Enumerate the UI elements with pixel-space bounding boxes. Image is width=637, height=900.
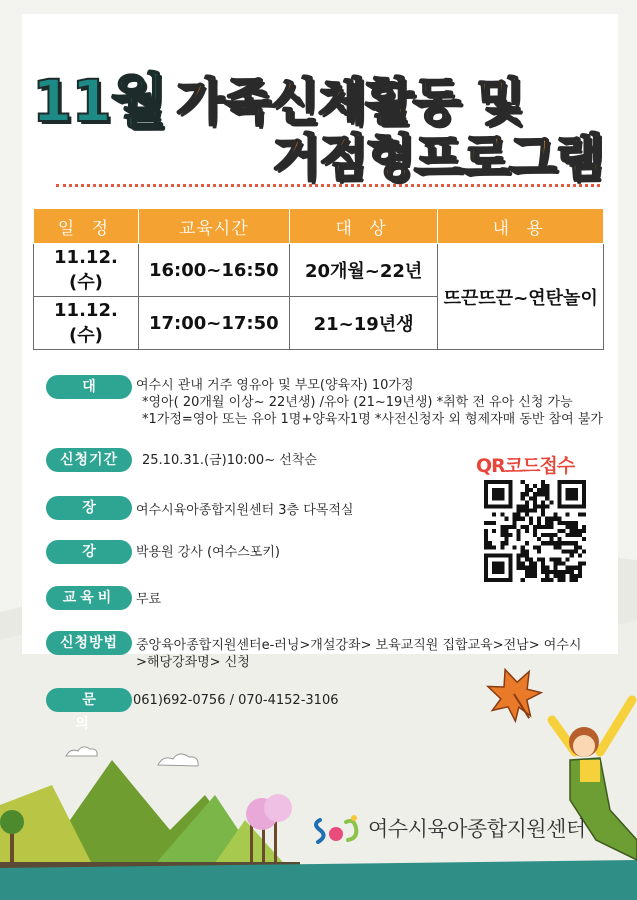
period-value: 25.10.31.(금)10:00~ 선착순 (142, 453, 317, 468)
title-divider (56, 184, 600, 187)
label-contact: 문 의 (46, 688, 132, 712)
table-row (34, 244, 604, 297)
org-logo-icon (312, 812, 362, 844)
title-month: 11월 (32, 67, 166, 135)
schedule-header-row (34, 209, 604, 244)
target-line: *영아( 20개월 이상~ 22년생) /유아 (21~19년생) *취학 전 유아 신청 가능 (142, 395, 573, 410)
method-line: >해당강좌명> 신청 (136, 655, 250, 670)
cell-content: 뜨끈뜨끈~연탄놀이 (438, 244, 604, 350)
cell-date: 11.12. (수) (34, 297, 139, 350)
label-teacher: 강 사 (46, 540, 132, 564)
title-main: 가족신체활동 및 (176, 73, 524, 131)
org-logo (312, 812, 586, 844)
place-value: 여수시육아종합지원센터 3층 다목적실 (136, 503, 354, 518)
target-line: *1가정=영아 또는 유아 1명+양육자1명 *사전신청자 외 형제자매 동반 참여 불가 (142, 412, 603, 427)
label-fee: 교육비 (46, 586, 132, 610)
method-details (136, 637, 581, 671)
label-method: 신청방법 (46, 631, 132, 655)
target-line: 여수시 관내 거주 영유아 및 부모(양육자) 10가정 (136, 378, 414, 393)
qr-code[interactable] (484, 480, 586, 582)
label-target: 대 상 (46, 375, 132, 399)
label-place: 장 소 (46, 496, 132, 520)
target-details (136, 377, 603, 428)
cell-time: 17:00~17:50 (138, 297, 289, 350)
cell-target: 21~19년생 (289, 297, 438, 350)
fee-value: 무료 (136, 592, 162, 607)
header-target: 대 상 (289, 209, 438, 244)
title-sub: 거점형프로그램 (272, 129, 604, 187)
qr-title: QR코드접수 (476, 455, 575, 477)
org-name: 여수시육아종합지원센터 (368, 817, 586, 841)
header-time: 교육시간 (138, 209, 289, 244)
cell-target: 20개월~22년 (289, 244, 438, 297)
schedule-table (33, 208, 604, 350)
cell-time: 16:00~16:50 (138, 244, 289, 297)
label-period: 신청기간 (46, 448, 132, 472)
header-date: 일 정 (34, 209, 139, 244)
contact-value: 061)692-0756 / 070-4152-3106 (133, 693, 339, 708)
method-line: 중앙육아종합지원센터e-러닝>개설강좌> 보육교직원 집합교육>전남> 여수시 (136, 638, 582, 653)
cell-date: 11.12. (수) (34, 244, 139, 297)
header-content: 내 용 (438, 209, 604, 244)
teacher-value: 박용원 강사 (여수스포키) (136, 545, 280, 560)
